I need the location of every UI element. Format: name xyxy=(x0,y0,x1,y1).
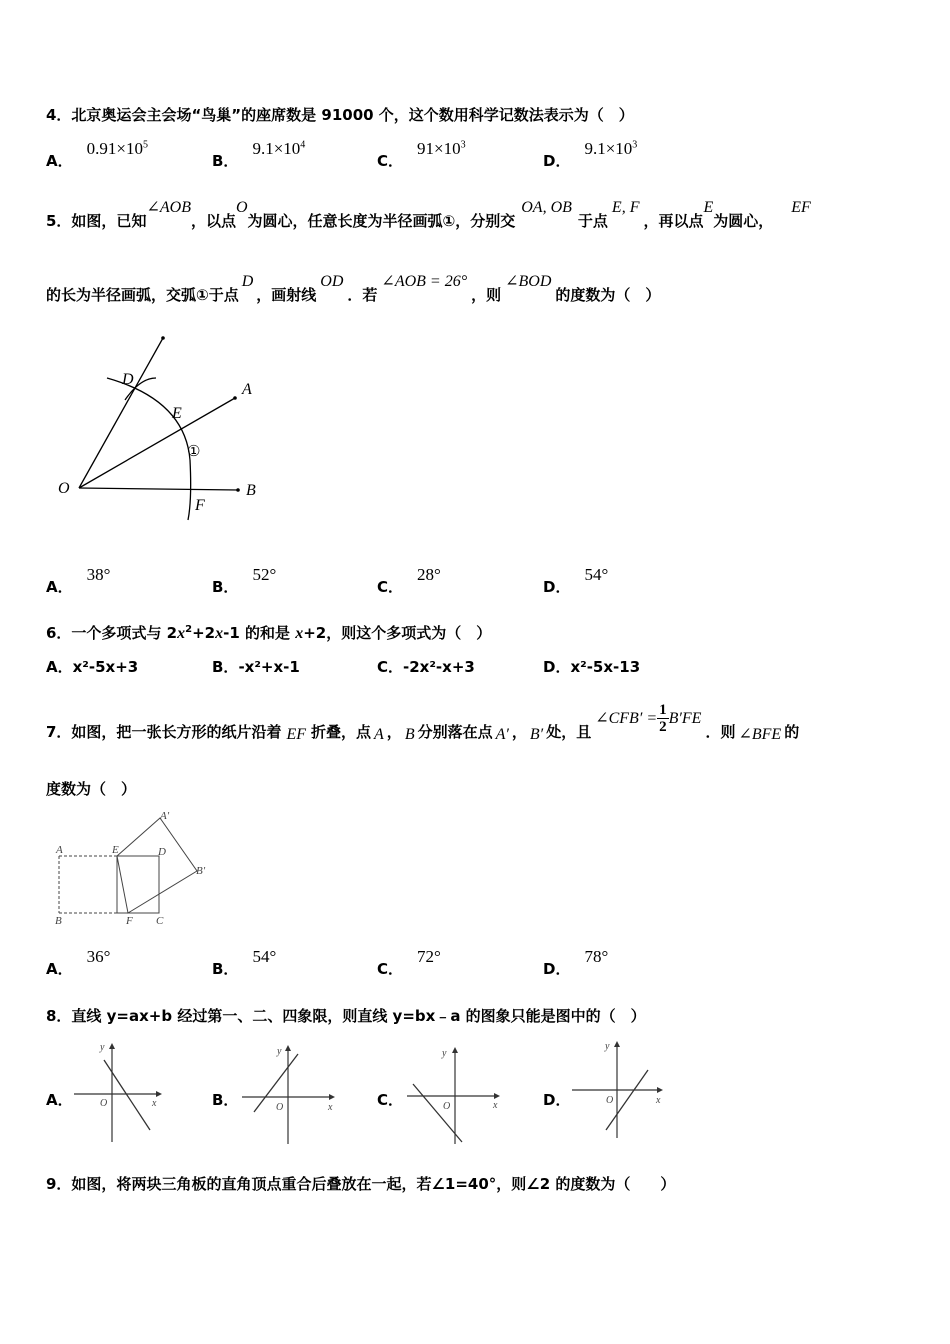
arc-1 xyxy=(107,378,191,520)
y-label: y xyxy=(605,1041,610,1052)
q8-stem: 8．直线 y=ax+b 经过第一、二、四象限，则直线 y=bx﹣a 的图象只能是图中的（ ） xyxy=(46,1007,646,1025)
y-label: y xyxy=(100,1042,105,1053)
rect-efcd xyxy=(117,856,159,913)
line-graph xyxy=(104,1060,150,1130)
label-f: F xyxy=(195,497,205,514)
q7-figure xyxy=(50,808,230,932)
point-a xyxy=(233,396,237,400)
origin-label: O xyxy=(606,1095,614,1106)
x-label: x xyxy=(152,1098,157,1109)
x-label: x xyxy=(328,1102,333,1113)
y-label: y xyxy=(442,1048,447,1059)
q5-stem-line1: 5．如图，已知∠AOB，以点O为圆心，任意长度为半径画弧①，分别交OA, OB于点E, F，再以点E为圆心，EF xyxy=(46,199,811,230)
q8-graph-a xyxy=(72,1040,167,1145)
q8-graph-d xyxy=(570,1038,670,1143)
q6-option-c[interactable]: C．-2x²-x+3 xyxy=(377,658,475,676)
q8-option-c[interactable]: C． xyxy=(377,1091,404,1109)
label-d: D xyxy=(158,846,166,858)
y-label: y xyxy=(277,1046,282,1057)
q5-figure xyxy=(50,330,280,530)
q8-option-b[interactable]: B． xyxy=(212,1091,239,1109)
label-o: O xyxy=(58,480,70,497)
point-b xyxy=(236,488,240,492)
q5-option-b[interactable]: B．52° xyxy=(212,565,277,596)
q8-option-a[interactable]: A． xyxy=(46,1091,73,1109)
x-label: x xyxy=(656,1095,661,1106)
origin-label: O xyxy=(443,1101,451,1112)
label-c: C xyxy=(156,915,164,927)
q7-stem-line2: 度数为（ ） xyxy=(46,780,137,798)
q8-graph-b xyxy=(240,1040,340,1145)
label-b-prime: B′ xyxy=(196,865,206,877)
q8-graph-c xyxy=(405,1040,505,1145)
ray-od xyxy=(79,338,163,488)
label-arc: ① xyxy=(187,444,201,460)
y-arrow xyxy=(285,1045,291,1051)
q7-stem-line1: 7．如图，把一张长方形的纸片沿着 EF 折叠，点 A ， B 分别落在点 A′ ， B′ 处，且∠CFB′ = $\frac{1}{2}$ B′FE．则 ∠BFE 的 xyxy=(46,702,800,743)
x-arrow xyxy=(329,1094,335,1100)
q7-option-a[interactable]: A．36° xyxy=(46,947,111,978)
x-arrow xyxy=(657,1087,663,1093)
q5-option-a[interactable]: A．38° xyxy=(46,565,111,596)
q6-stem: 6．一个多项式与 $2x^2+2x-1$ 的和是 x+2，则这个多项式为（ ） xyxy=(46,624,492,642)
q6-option-d[interactable]: D．x²-5x-13 xyxy=(543,658,641,676)
folded-flap xyxy=(117,818,197,913)
x-arrow xyxy=(494,1093,500,1099)
origin-label: O xyxy=(100,1098,108,1109)
q4-option-d[interactable]: D．$9.1\times 10^3$ xyxy=(543,139,638,170)
q4-option-c[interactable]: C．$91\times 10^3$ xyxy=(377,139,466,170)
point-od-end xyxy=(161,336,165,340)
label-b: B xyxy=(55,915,62,927)
q7-option-c[interactable]: C．72° xyxy=(377,947,441,978)
q6-option-b[interactable]: B．-x²+x-1 xyxy=(212,658,300,676)
q7-option-d[interactable]: D．78° xyxy=(543,947,609,978)
q5-option-c[interactable]: C．28° xyxy=(377,565,441,596)
q8-option-d[interactable]: D． xyxy=(543,1091,571,1109)
q4-stem: 4．北京奥运会主会场“鸟巢”的座席数是 91000 个，这个数用科学记数法表示为（ ） xyxy=(46,106,634,124)
label-a-prime: A′ xyxy=(160,810,170,822)
label-e: E xyxy=(172,405,182,422)
ray-ob xyxy=(79,488,238,490)
label-e: E xyxy=(112,844,119,856)
label-f: F xyxy=(126,915,133,927)
label-a: A xyxy=(56,844,63,856)
label-d: D xyxy=(122,371,134,388)
q4-option-a[interactable]: A．$0.91\times 10^5$ xyxy=(46,139,148,170)
y-arrow xyxy=(614,1041,620,1047)
label-b: B xyxy=(246,482,256,499)
q9-stem: 9．如图，将两块三角板的直角顶点重合后叠放在一起，若∠1=40°，则∠2 的度数为（ ） xyxy=(46,1175,676,1193)
x-arrow xyxy=(156,1091,162,1097)
q5-option-d[interactable]: D．54° xyxy=(543,565,609,596)
x-label: x xyxy=(493,1100,498,1111)
q7-option-b[interactable]: B．54° xyxy=(212,947,277,978)
y-arrow xyxy=(109,1043,115,1049)
label-a: A xyxy=(242,381,252,398)
ray-oa xyxy=(79,398,235,488)
q5-stem-line2: 的长为半径画弧，交弧①于点D，画射线OD．若∠AOB = 26°，则∠BOD的度数为（ ） xyxy=(46,273,661,304)
q6-option-a[interactable]: A．x²-5x+3 xyxy=(46,658,139,676)
q4-option-b[interactable]: B．$9.1\times 10^4$ xyxy=(212,139,306,170)
origin-label: O xyxy=(276,1102,284,1113)
y-arrow xyxy=(452,1047,458,1053)
